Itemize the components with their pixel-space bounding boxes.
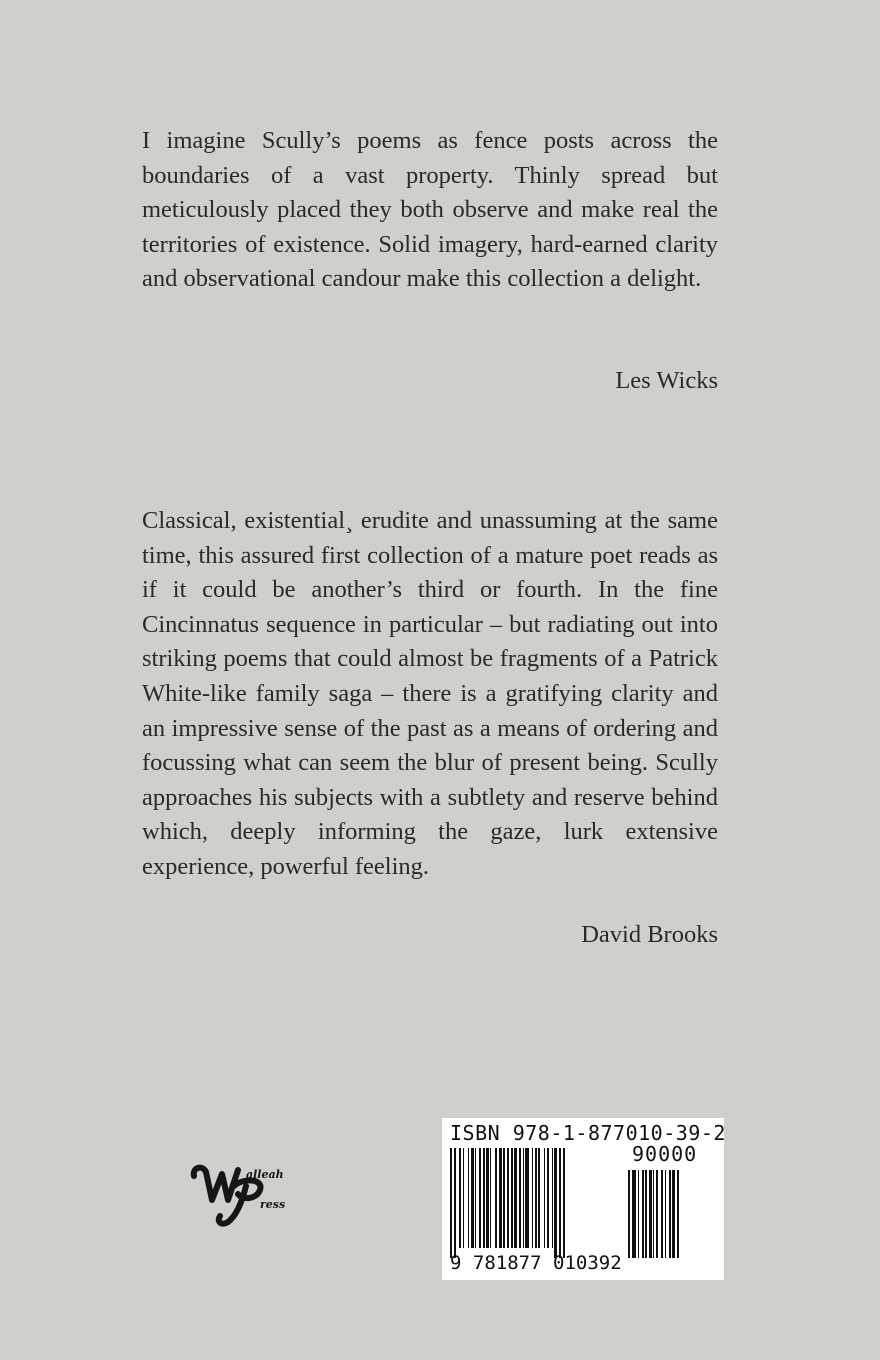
barcode-bar <box>653 1170 654 1258</box>
barcode-bar <box>499 1148 502 1248</box>
review-attribution-2: David Brooks <box>581 921 718 948</box>
barcode-bar <box>554 1148 557 1258</box>
barcode-bar <box>459 1148 461 1248</box>
barcode-bar <box>511 1148 513 1248</box>
barcode-bar <box>495 1148 497 1248</box>
barcode-bar <box>665 1170 666 1258</box>
review-quote-1: I imagine Scully’s poems as fence posts across the boundaries of a vast property. Thinly spread but meticulously placed they both observe and make real the territories of existence. Solid imagery, hard-earned clarity and observational candour make this collection a delight. <box>142 127 718 293</box>
barcode-bar <box>486 1148 489 1248</box>
barcode-bar <box>519 1148 521 1248</box>
barcode-bar <box>475 1148 476 1248</box>
barcode-bar <box>677 1170 679 1258</box>
barcode-bar <box>645 1170 647 1258</box>
barcode-bar <box>503 1148 505 1248</box>
barcode-bar <box>638 1170 639 1258</box>
barcode-bar <box>532 1148 533 1248</box>
barcode-bar <box>468 1148 469 1248</box>
barcode-bar <box>559 1148 561 1258</box>
barcode-bar <box>523 1148 524 1248</box>
barcode-bar <box>552 1148 553 1248</box>
price-addon-digits: 90000 <box>632 1142 698 1166</box>
barcode-bar <box>538 1148 540 1248</box>
barcode-bar <box>479 1148 481 1248</box>
barcode-bar <box>525 1148 529 1248</box>
barcode-bar <box>642 1170 644 1258</box>
addon-barcode-bars <box>628 1170 716 1258</box>
walleah-press-logo-icon <box>188 1156 300 1232</box>
ean-barcode-bars <box>450 1148 626 1258</box>
barcode-bar <box>450 1148 452 1258</box>
svg-text:alleah: alleah <box>246 1168 284 1181</box>
barcode-bar <box>535 1148 537 1248</box>
isbn-barcode <box>442 1118 724 1280</box>
barcode-bar <box>547 1148 549 1248</box>
barcode-bar <box>514 1148 517 1248</box>
barcode-bar <box>656 1170 658 1258</box>
barcode-bar <box>632 1170 636 1258</box>
barcode-bar <box>661 1170 663 1258</box>
barcode-bar <box>649 1170 652 1258</box>
barcode-bar <box>483 1148 485 1248</box>
barcode-bar <box>454 1148 456 1258</box>
barcode-bar <box>507 1148 509 1248</box>
barcode-bar <box>490 1148 491 1248</box>
barcode-bar <box>628 1170 630 1258</box>
ean-right-group: 010392 <box>553 1252 622 1274</box>
barcode-bar <box>471 1148 474 1248</box>
ean-digits <box>450 1251 622 1275</box>
barcode-bar <box>563 1148 565 1258</box>
barcode-bar <box>669 1170 671 1258</box>
barcode-bar <box>672 1170 675 1258</box>
svg-text:ress: ress <box>260 1198 286 1211</box>
review-quote-2: Classical, existential¸ erudite and unassuming at the same time, this assured first collection of a mature poet reads as if it could be another’s third or fourth. In the fine Cincinnatus sequence in particular – but radiating out into striking poems that could almost be fragments of a Patrick White-like family saga – there is a gratifying clarity and an impressive sense of the past as a means of ordering and focussing what can seem the blur of present being. Scully approaches his subjects with a subtlety and reserve behind which, deeply informing the gaze, lurk extensive experience, powerful feeling. <box>142 507 718 880</box>
isbn-number: ISBN 978-1-877010-39-2 <box>450 1121 726 1145</box>
ean-left-group: 781877 <box>472 1252 542 1274</box>
barcode-bar <box>544 1148 545 1248</box>
review-attribution-1: Les Wicks <box>615 367 718 394</box>
barcode-bar <box>463 1148 464 1248</box>
ean-first-digit: 9 <box>450 1252 462 1274</box>
